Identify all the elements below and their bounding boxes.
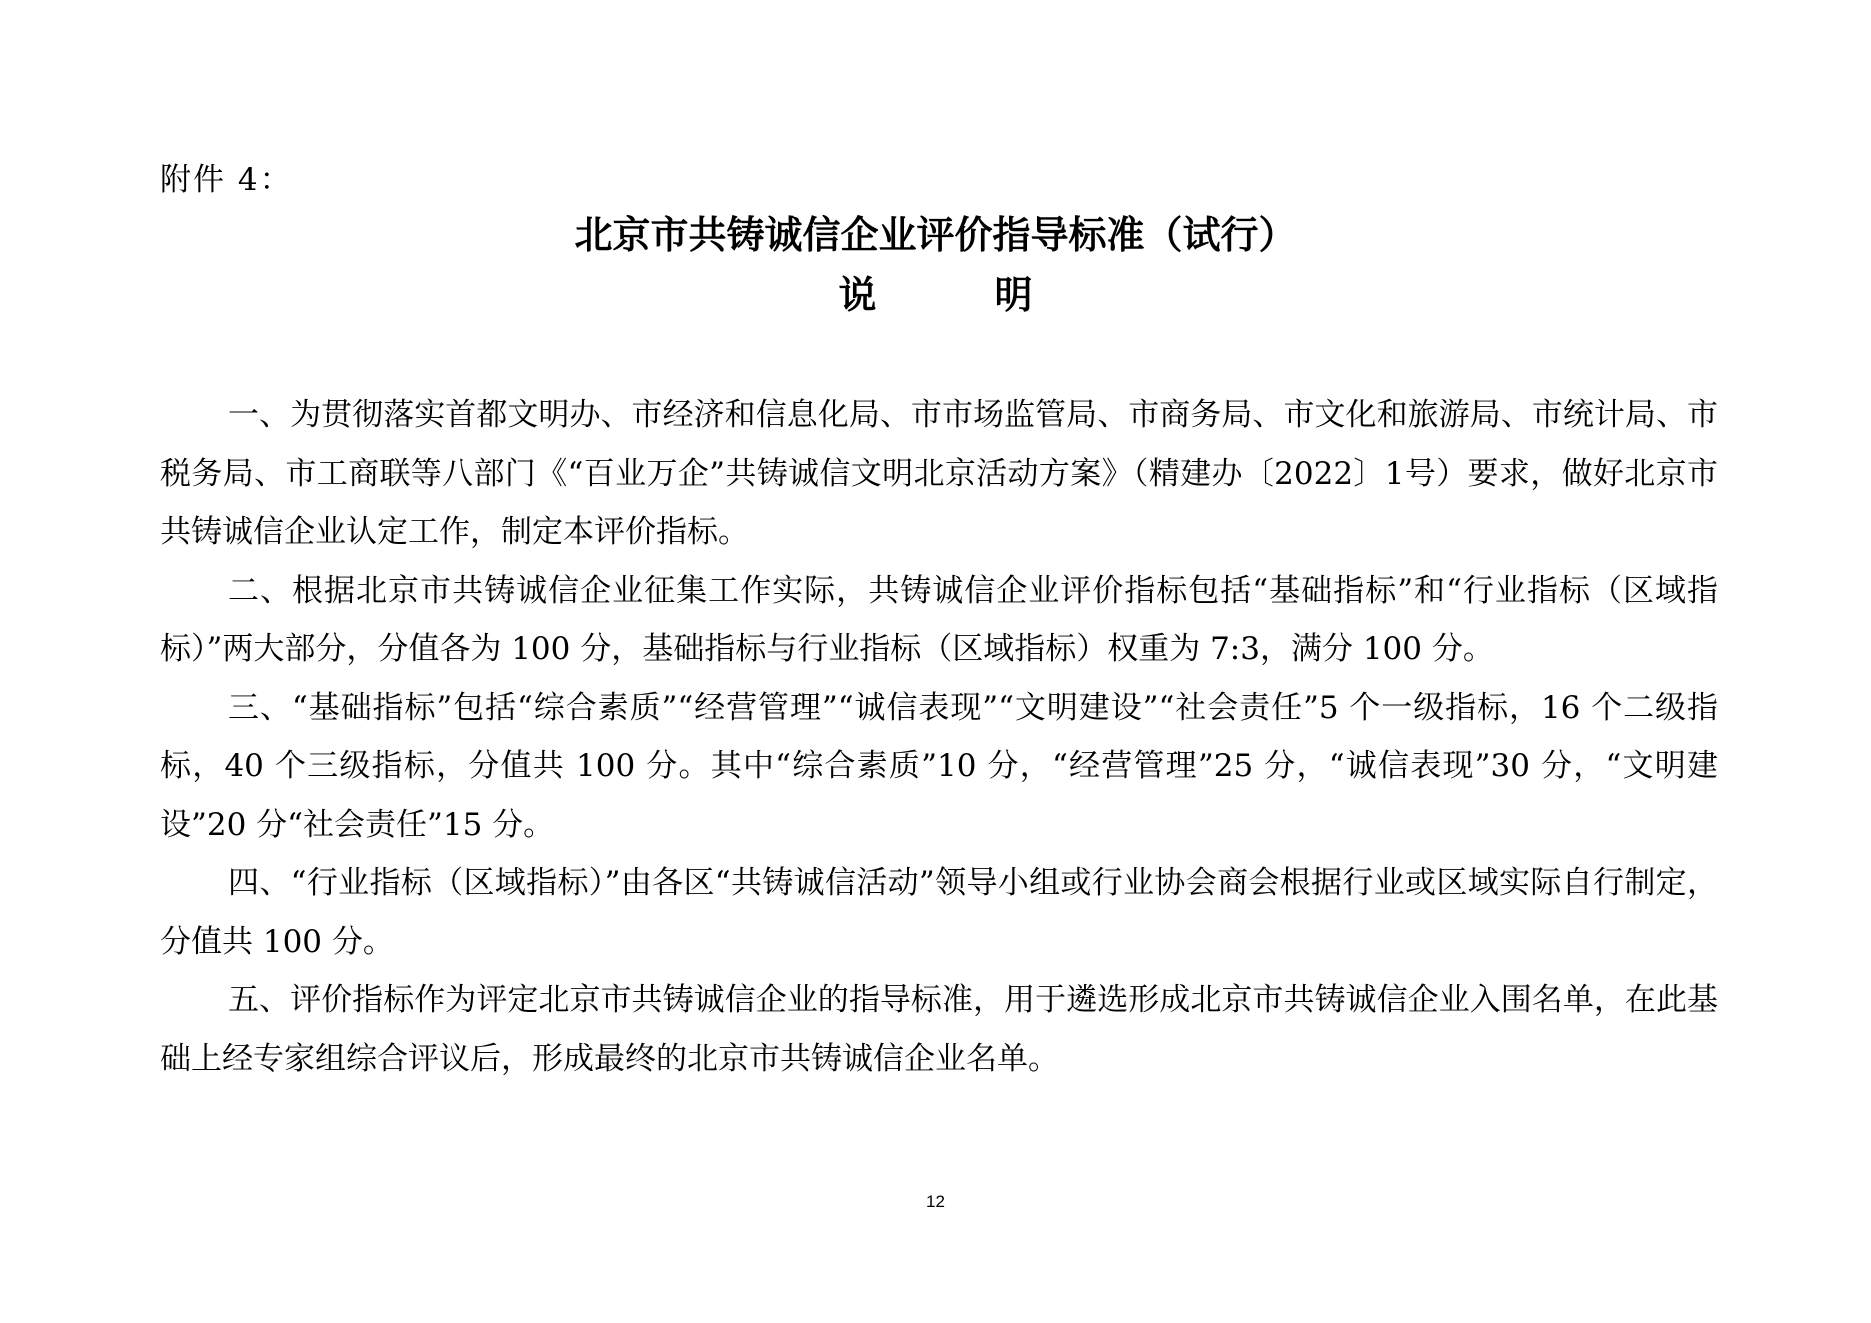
paragraph-5: 五、评价指标作为评定北京市共铸诚信企业的指导标准，用于遴选形成北京市共铸诚信企业入围名单，在此基础上经专家组综合评议后，形成最终的北京市共铸诚信企业名单。 <box>160 982 1718 1077</box>
document-subtitle: 说明 <box>838 273 1151 317</box>
paragraph-3: 三、“基础指标”包括“综合素质”“经营管理”“诚信表现”“文明建设”“社会责任”5 个一级指标，16 个二级指标，40 个三级指标，分值共 100 分。其中“综合素质”10 分，“经营管理”25 分，“诚信表现”30 分，“文明建设”20 分“社会责任”15 分。 <box>160 689 1718 843</box>
paragraph-1: 一、为贯彻落实首都文明办、市经济和信息化局、市市场监管局、市商务局、市文化和旅游局、市统计局、市税务局、市工商联等八部门《“百业万企”共铸诚信文明北京活动方案》（精建办〔2022〕1号）要求，做好北京市共铸诚信企业认定工作，制定本评价指标。 <box>160 397 1718 550</box>
page-number: 12 <box>926 1192 945 1211</box>
document-title: 北京市共铸诚信企业评价指导标准（试行） <box>574 213 1297 257</box>
paragraph-2: 二、根据北京市共铸诚信企业征集工作实际，共铸诚信企业评价指标包括“基础指标”和“行业指标（区域指标）”两大部分，分值各为 100 分，基础指标与行业指标（区域指标）权重为 7:3，满分 100 分。 <box>160 572 1718 667</box>
paragraph-4: 四、“行业指标（区域指标）”由各区“共铸诚信活动”领导小组或行业协会商会根据行业或区域实际自行制定，分值共 100 分。 <box>160 865 1718 960</box>
attachment-label: 附件 4： <box>160 162 293 198</box>
document-body <box>160 386 1718 1088</box>
